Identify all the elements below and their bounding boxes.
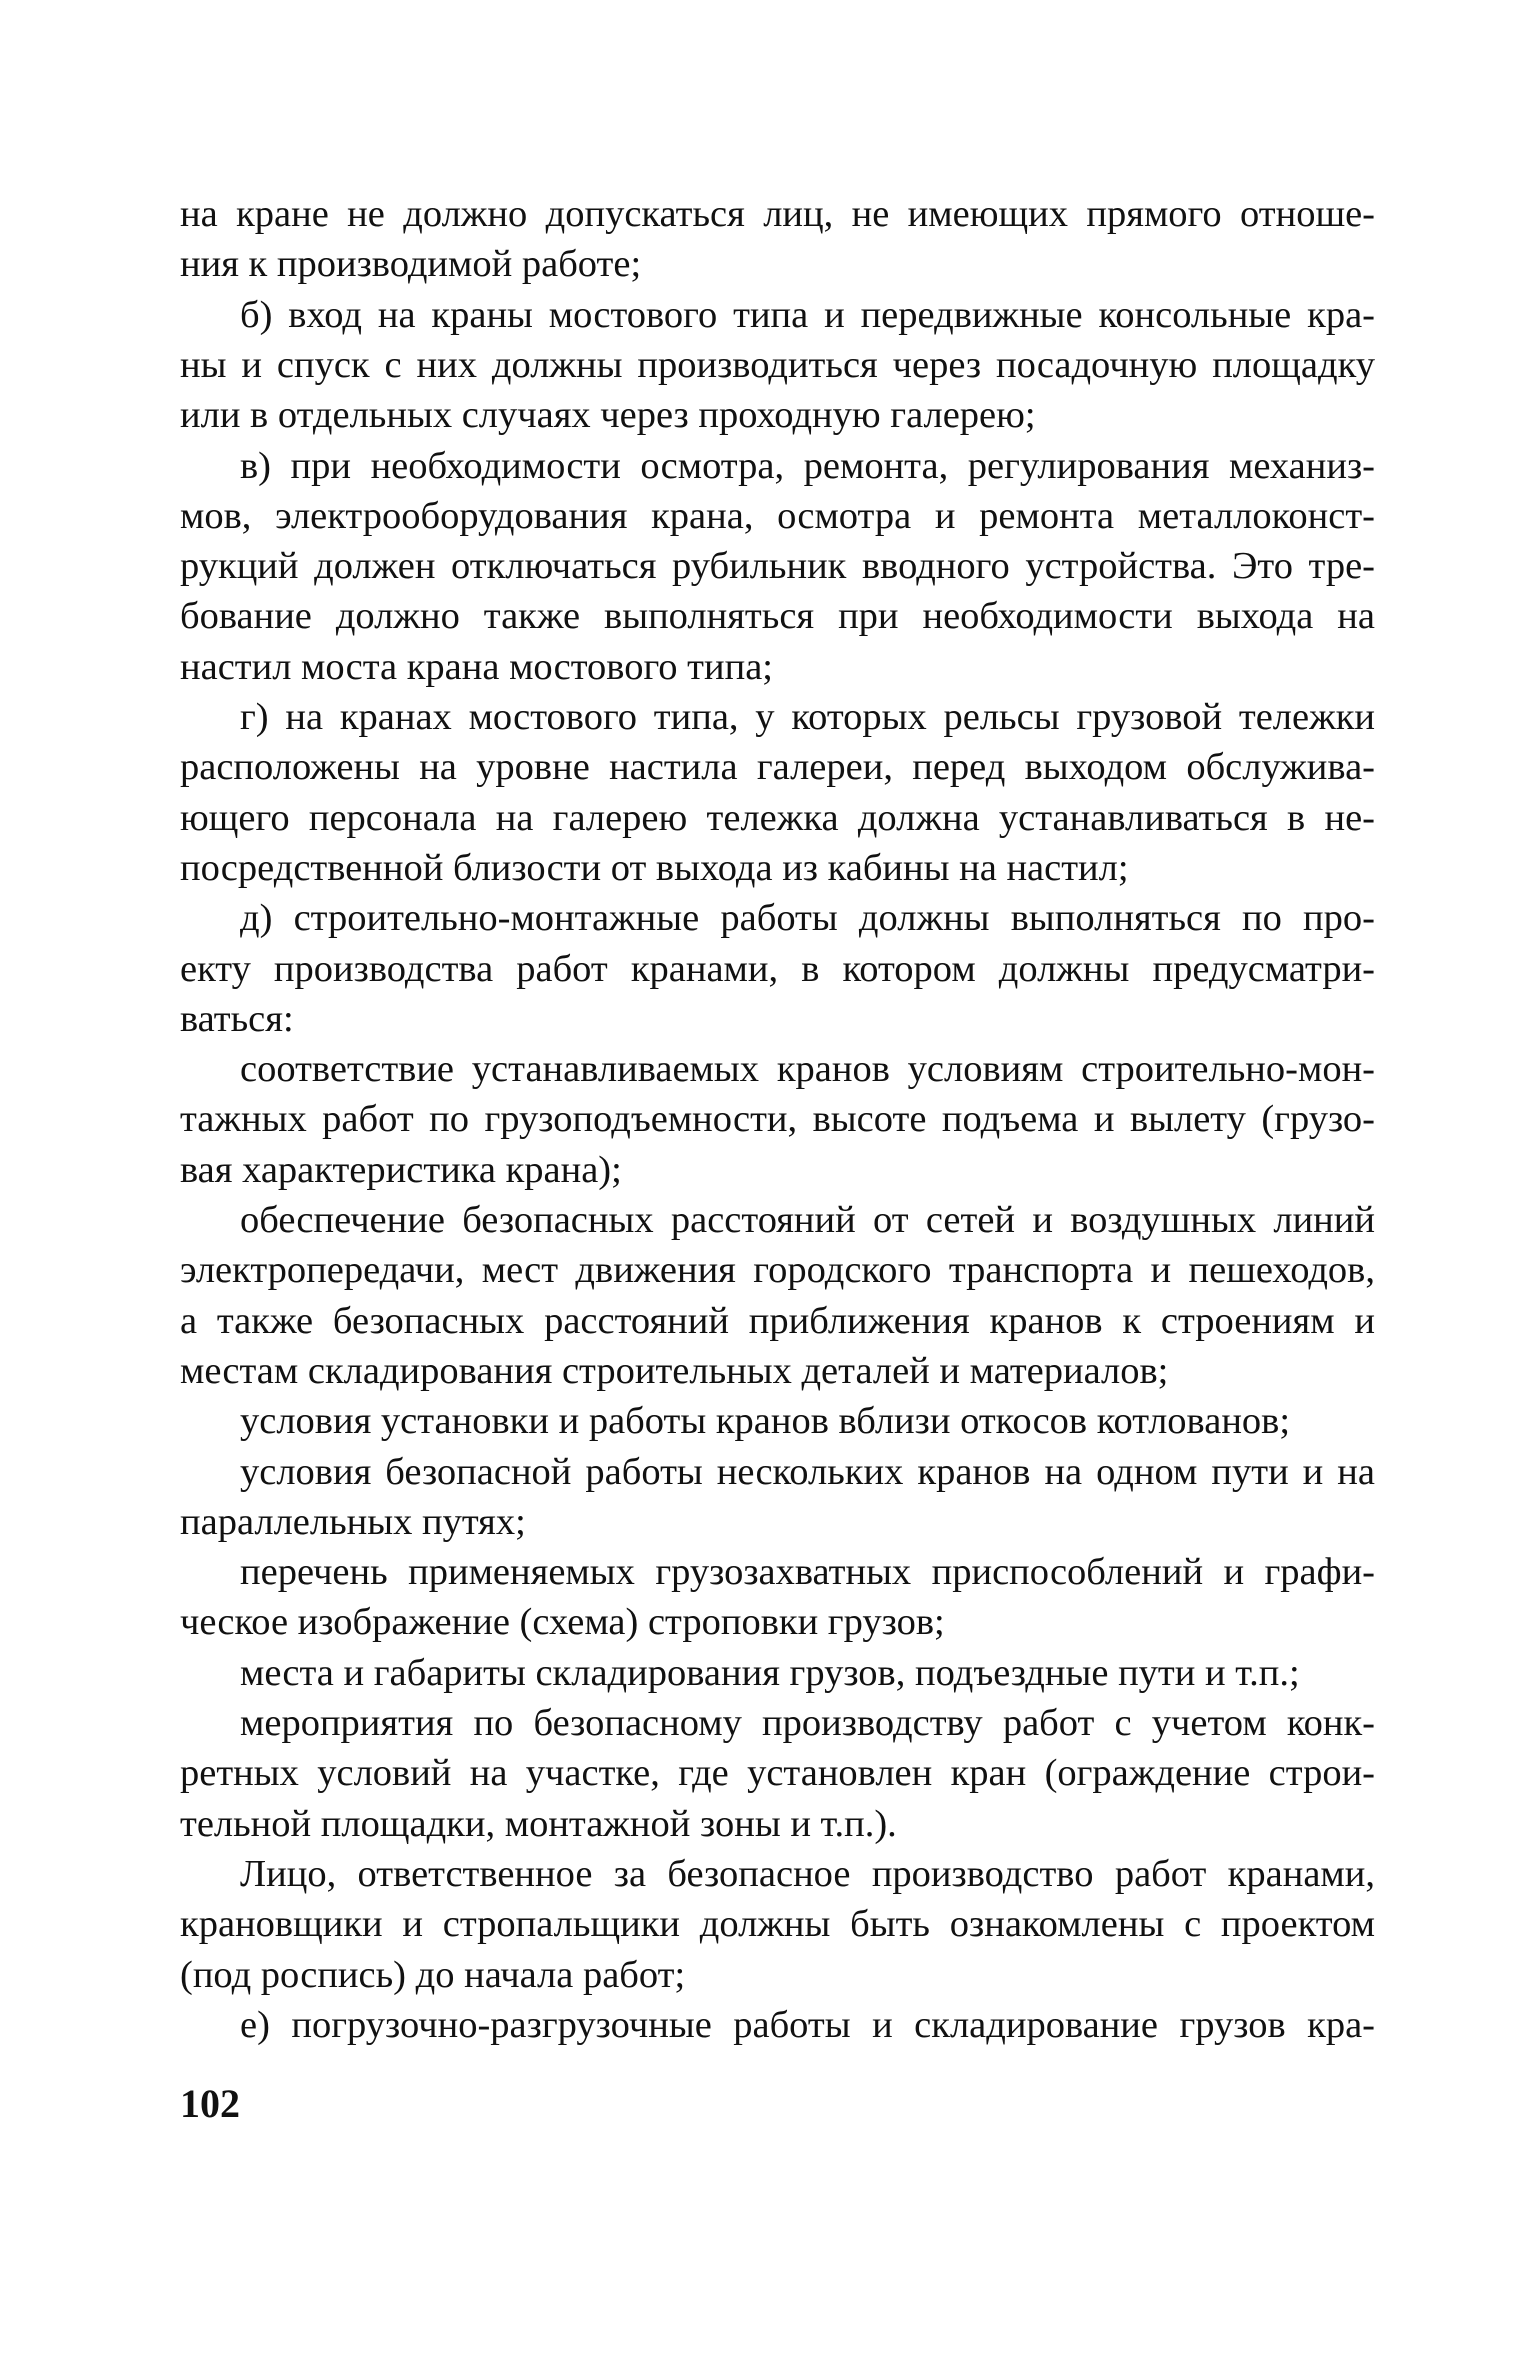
text-line: а также безопасных расстояний приближения кранов к строениям и (180, 1299, 1375, 1342)
text-line: места и габариты складирования грузов, подъездные пути и т.п.; (240, 1651, 1300, 1694)
text-line: расположены на уровне настила галереи, перед выходом обслужива- (180, 746, 1375, 789)
text-line: екту производства работ кранами, в котором должны предусматри- (180, 947, 1375, 990)
text-line: крановщики и стропальщики должны быть ознакомлены с проектом (180, 1903, 1375, 1946)
text-line: перечень применяемых грузозахватных приспособлений и графи- (240, 1551, 1375, 1594)
text-line: вая характеристика крана); (180, 1148, 622, 1191)
text-line: посредственной близости от выхода из кабины на настил; (180, 846, 1129, 889)
text-line: ваться: (180, 997, 294, 1040)
text-line: электропередачи, мест движения городского транспорта и пешеходов, (180, 1249, 1375, 1292)
text-line: тельной площадки, монтажной зоны и т.п.). (180, 1802, 897, 1845)
text-line: настил моста крана мостового типа; (180, 645, 773, 688)
text-line: или в отдельных случаях через проходную галерею; (180, 394, 1036, 437)
text-line: ны и спуск с них должны производиться через посадочную площадку (180, 343, 1375, 386)
text-line: условия безопасной работы нескольких кранов на одном пути и на (240, 1450, 1375, 1493)
text-line: обеспечение безопасных расстояний от сетей и воздушных линий (240, 1199, 1375, 1241)
text-line: рукций должен отключаться рубильник вводного устройства. Это тре- (180, 545, 1375, 588)
text-line: мероприятия по безопасному производству работ с учетом конк- (240, 1702, 1375, 1744)
page-number: 102 (180, 2081, 240, 2126)
text-line: тажных работ по грузоподъемности, высоте подъема и вылету (грузо- (180, 1098, 1375, 1141)
text-line: соответствие устанавливаемых кранов условиям строительно-мон- (240, 1048, 1375, 1091)
text-line: д) строительно-монтажные работы должны выполняться по про- (240, 897, 1375, 940)
text-line: ческое изображение (схема) строповки грузов; (180, 1601, 945, 1644)
text-line: на кране не должно допускаться лиц, не имеющих прямого отноше- (180, 193, 1375, 235)
text-line: параллельных путях; (180, 1500, 526, 1543)
text-line: ретных условий на участке, где установлен кран (ограждение строи- (180, 1752, 1375, 1795)
text-line: е) погрузочно-разгрузочные работы и складирование грузов кра- (240, 2003, 1375, 2046)
text-line: ющего персонала на галерею тележка должна устанавливаться в не- (180, 796, 1375, 839)
text-line: ния к производимой работе; (180, 243, 642, 286)
text-line: местам складирования строительных деталей и материалов; (180, 1349, 1169, 1392)
text-line: условия установки и работы кранов вблизи откосов котлованов; (240, 1400, 1291, 1443)
text-line: бование должно также выполняться при необходимости выхода на (180, 595, 1375, 638)
text-line: б) вход на краны мостового типа и передвижные консольные кра- (240, 293, 1375, 336)
text-line: мов, электрооборудования крана, осмотра и ремонта металлоконст- (180, 494, 1375, 537)
text-line: (под роспись) до начала работ; (180, 1953, 686, 1996)
text-line: в) при необходимости осмотра, ремонта, регулирования механиз- (240, 444, 1375, 487)
text-line: Лицо, ответственное за безопасное производство работ кранами, (240, 1852, 1375, 1895)
text-line: г) на кранах мостового типа, у которых рельсы грузовой тележки (240, 696, 1375, 738)
